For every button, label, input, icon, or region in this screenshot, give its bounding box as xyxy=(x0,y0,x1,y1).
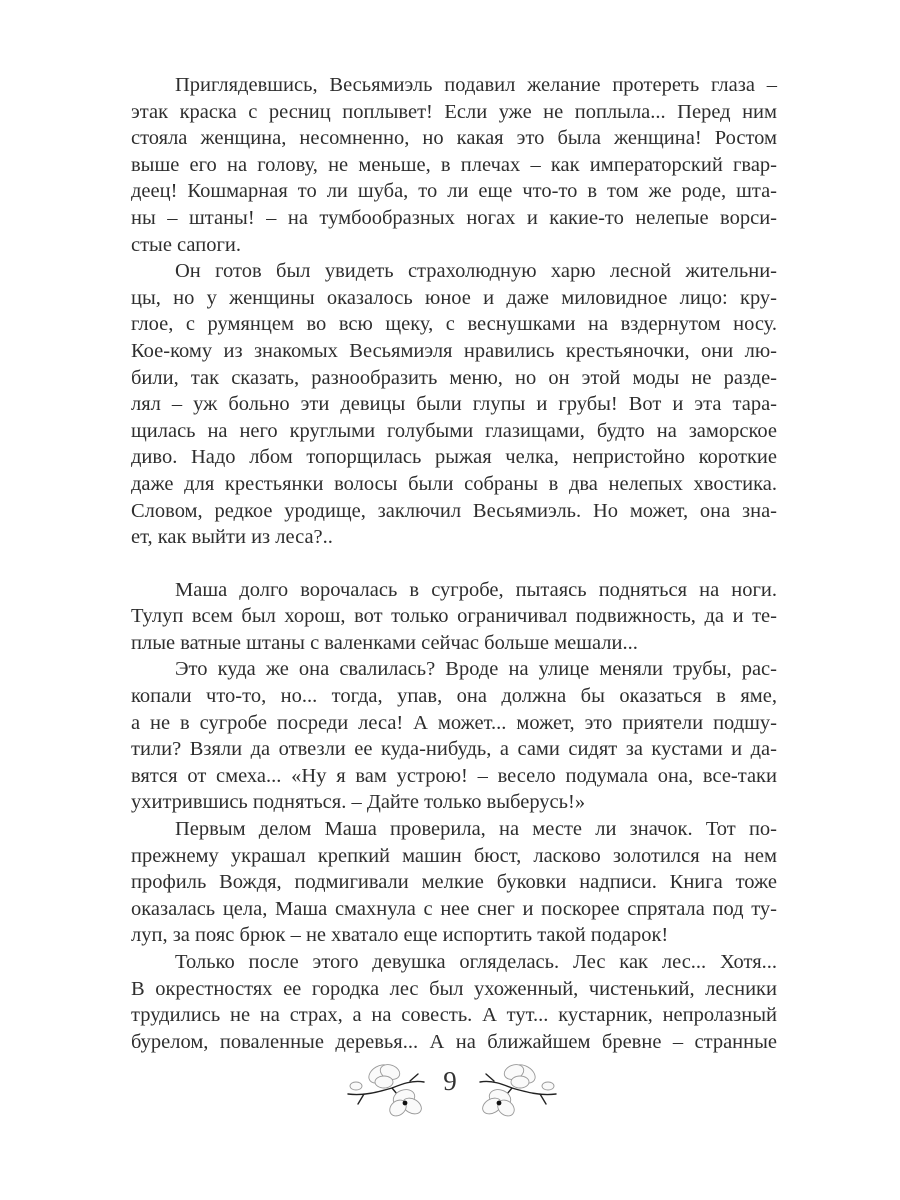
text-line: этак краска с ресниц поплывет! Если уже не поплыла... Перед ним xyxy=(131,100,777,123)
text-line: ухитрившись подняться. – Дайте только выберусь!» xyxy=(131,791,586,814)
text-line: диво. Надо лбом топорщилась рыжая челка, непристойно короткие xyxy=(131,446,777,469)
text-line: щилась на него круглыми голубыми глазищами, будто на заморское xyxy=(131,419,777,442)
text-line: тили? Взяли да отвезли ее куда-нибудь, а сами сидят за кустами и да- xyxy=(131,738,777,761)
text-line: бурелом, поваленные деревья... А на ближайшем бревне – странные xyxy=(131,1030,777,1053)
text-line: а не в сугробе посреди леса! А может... может, это приятели подшу- xyxy=(131,711,777,734)
text-line: цы, но у женщины оказалось юное и даже миловидное лицо: кру- xyxy=(131,286,777,309)
text-line: били, так сказать, разнообразить меню, но он этой моды не разде- xyxy=(131,366,777,389)
text-line: Маша долго ворочалась в сугробе, пытаясь подняться на ноги. xyxy=(175,578,777,601)
magnolia-branch-icon xyxy=(476,1058,560,1118)
text-line: выше его на голову, не меньше, в плечах – как императорский гвар- xyxy=(131,153,777,176)
magnolia-branch-icon xyxy=(344,1058,428,1118)
text-line: лял – уж больно эти девицы были глупы и грубы! Вот и эта тара- xyxy=(131,393,777,416)
text-line: Это куда же она свалилась? Вроде на улице меняли трубы, рас- xyxy=(175,658,777,681)
text-line: трудились не на страх, а на совесть. А тут... кустарник, непролазный xyxy=(131,1004,777,1027)
text-line: Только после этого девушка огляделась. Лес как лес... Хотя... xyxy=(175,951,777,973)
text-line: копали что-то, но... тогда, упав, она должна бы оказаться в яме, xyxy=(131,685,777,708)
paragraph xyxy=(131,258,777,551)
text-line: В окрестностях ее городка лес был ухоженный, чистенький, лесники xyxy=(131,977,777,1000)
text-line: стояла женщина, несомненно, но какая это была женщина! Ростом xyxy=(131,127,777,150)
paragraph xyxy=(131,816,777,949)
text-line: оказалась цела, Маша смахнула с нее снег и поскорее спрятала под ту- xyxy=(131,897,777,920)
paragraph xyxy=(131,656,777,816)
text-line: стые сапоги. xyxy=(131,233,241,256)
text-line: деец! Кошмарная то ли шуба, то ли еще что-то в том же роде, шта- xyxy=(131,180,777,203)
text-line: плые ватные штаны с валенками сейчас больше мешали... xyxy=(131,631,638,654)
text-line: профиль Вождя, подмигивали мелкие буковки надписи. Книга тоже xyxy=(131,871,777,894)
text-line: Он готов был увидеть страхолюдную харю лесной жительни- xyxy=(175,260,777,283)
page-number: 9 xyxy=(443,1066,457,1096)
paragraph xyxy=(131,577,777,657)
page-body-text xyxy=(131,72,777,1055)
text-line: глое, с румянцем во всю щеку, с веснушками на вздернутом носу. xyxy=(131,313,777,336)
text-line: Тулуп всем был хорош, вот только ограничивал подвижность, да и те- xyxy=(131,605,777,628)
page-footer xyxy=(0,1052,900,1122)
paragraph xyxy=(131,72,777,258)
text-line: Словом, редкое уродище, заключил Весьямиэль. Но может, она зна- xyxy=(131,499,777,522)
text-line: даже для крестьянки волосы были собраны в два нелепых хвостика. xyxy=(131,472,777,495)
text-line: луп, за пояс брюк – не хватало еще испортить такой подарок! xyxy=(131,924,669,947)
text-line: Первым делом Маша проверила, на месте ли значок. Тот по- xyxy=(175,818,777,841)
text-line: ет, как выйти из леса?.. xyxy=(131,526,333,549)
text-line: прежнему украшал крепкий машин бюст, ласково золотился на нем xyxy=(131,844,777,867)
paragraph xyxy=(131,949,777,1055)
text-line: Кое-кому из знакомых Весьямиэля нравились крестьяночки, они лю- xyxy=(131,339,777,362)
text-line: Приглядевшись, Весьямиэль подавил желание протереть глаза – xyxy=(175,74,777,96)
text-line: вятся от смеха... «Ну я вам устрою! – весело подумала она, все-таки xyxy=(131,764,777,787)
text-line: ны – штаны! – на тумбообразных ногах и какие-то нелепые ворси- xyxy=(131,206,777,229)
